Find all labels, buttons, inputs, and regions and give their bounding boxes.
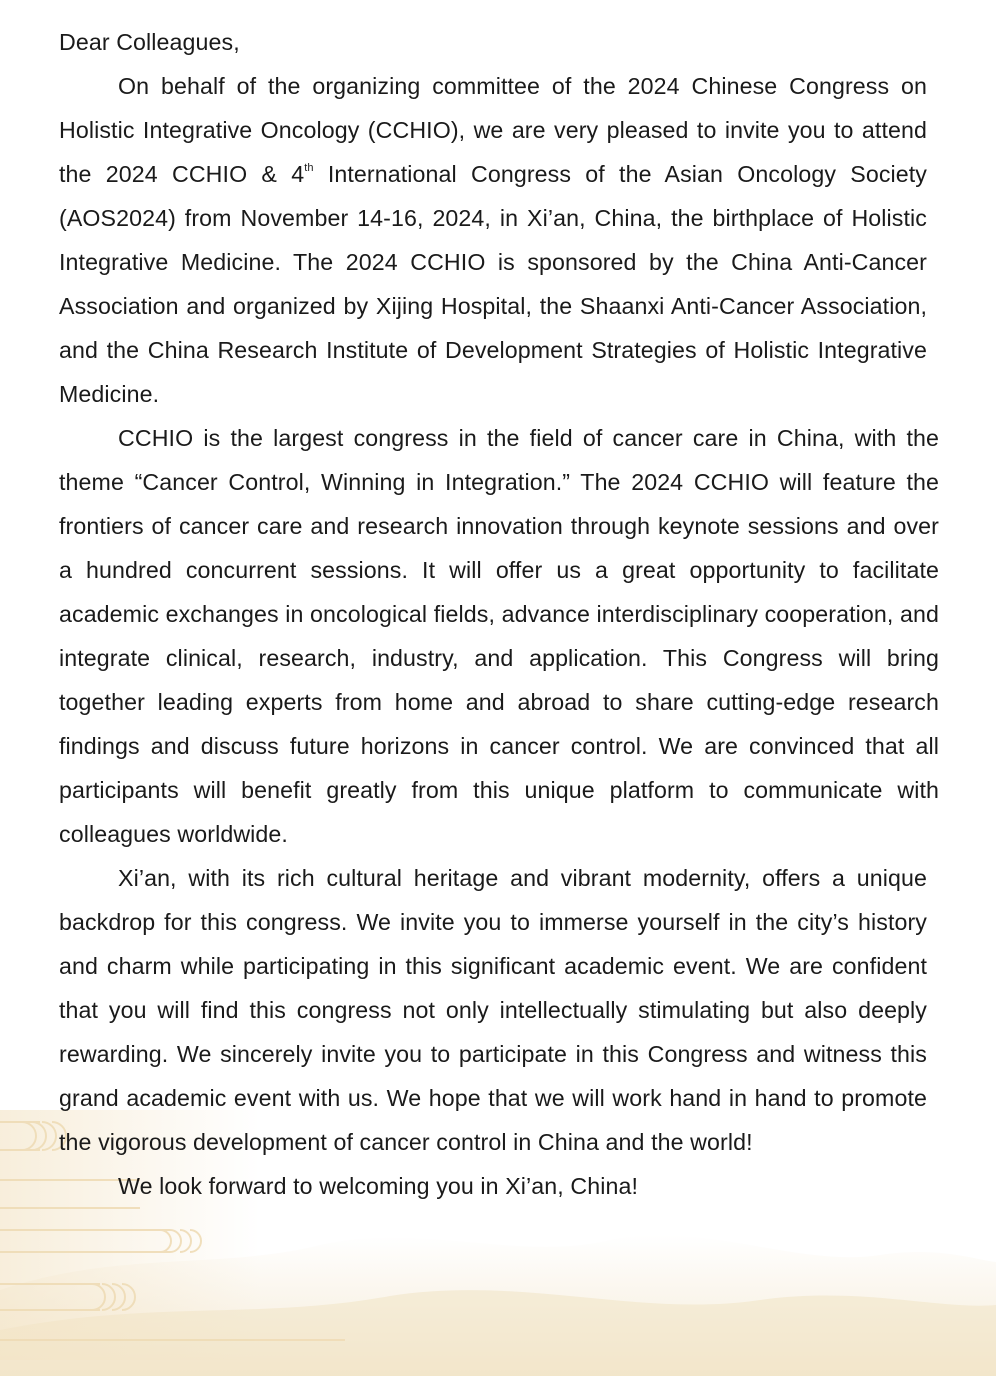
paragraph-1-text-cont: International Congress of the Asian Oncology Society (AOS2024) from November 14-16, 2024, in Xi’an, China, the birthplace of Holistic Integrative Medicine. The 2024 CCHIO is sponsored by the China Anti-Cancer Association and organized by Xijing Hospital, the Shaanxi Anti-Cancer Association, and the China Research Institute of Development Strategies of Holistic Integrative Medicine.	[59, 161, 927, 407]
paragraph-1	[59, 64, 927, 416]
ordinal-suffix: th	[304, 162, 314, 175]
paragraph-1-text: On behalf of the organizing committee of the 2024 Chinese Congress on Holistic Integrative Oncology (CCHIO), we are very pleased to invite you to attend the 2024 CCHIO & 4	[59, 73, 927, 187]
paragraph-3: Xi’an, with its rich cultural heritage and vibrant modernity, offers a unique backdrop for this congress. We invite you to immerse yourself in the city’s history and charm while participating in this significant academic event. We are confident that you will find this congress not only intellectually stimulating but also deeply rewarding. We sincerely invite you to participate in this Congress and witness this grand academic event with us. We hope that we will work hand in hand to promote the vigorous development of cancer control in China and the world!	[59, 865, 927, 1155]
salutation: Dear Colleagues,	[59, 29, 240, 55]
invitation-letter	[59, 20, 939, 1208]
paragraph-4: We look forward to welcoming you in Xi’an, China!	[118, 1173, 638, 1199]
paragraph-2: CCHIO is the largest congress in the field of cancer care in China, with the theme “Cancer Control, Winning in Integration.” The 2024 CCHIO will feature the frontiers of cancer care and research innovation through keynote sessions and over a hundred concurrent sessions. It will offer us a great opportunity to facilitate academic exchanges in oncological fields, advance interdisciplinary cooperation, and integrate clinical, research, industry, and application. This Congress will bring together leading experts from home and abroad to share cutting-edge research findings and discuss future horizons in cancer control. We are convinced that all participants will benefit greatly from this unique platform to communicate with colleagues worldwide.	[59, 425, 939, 847]
